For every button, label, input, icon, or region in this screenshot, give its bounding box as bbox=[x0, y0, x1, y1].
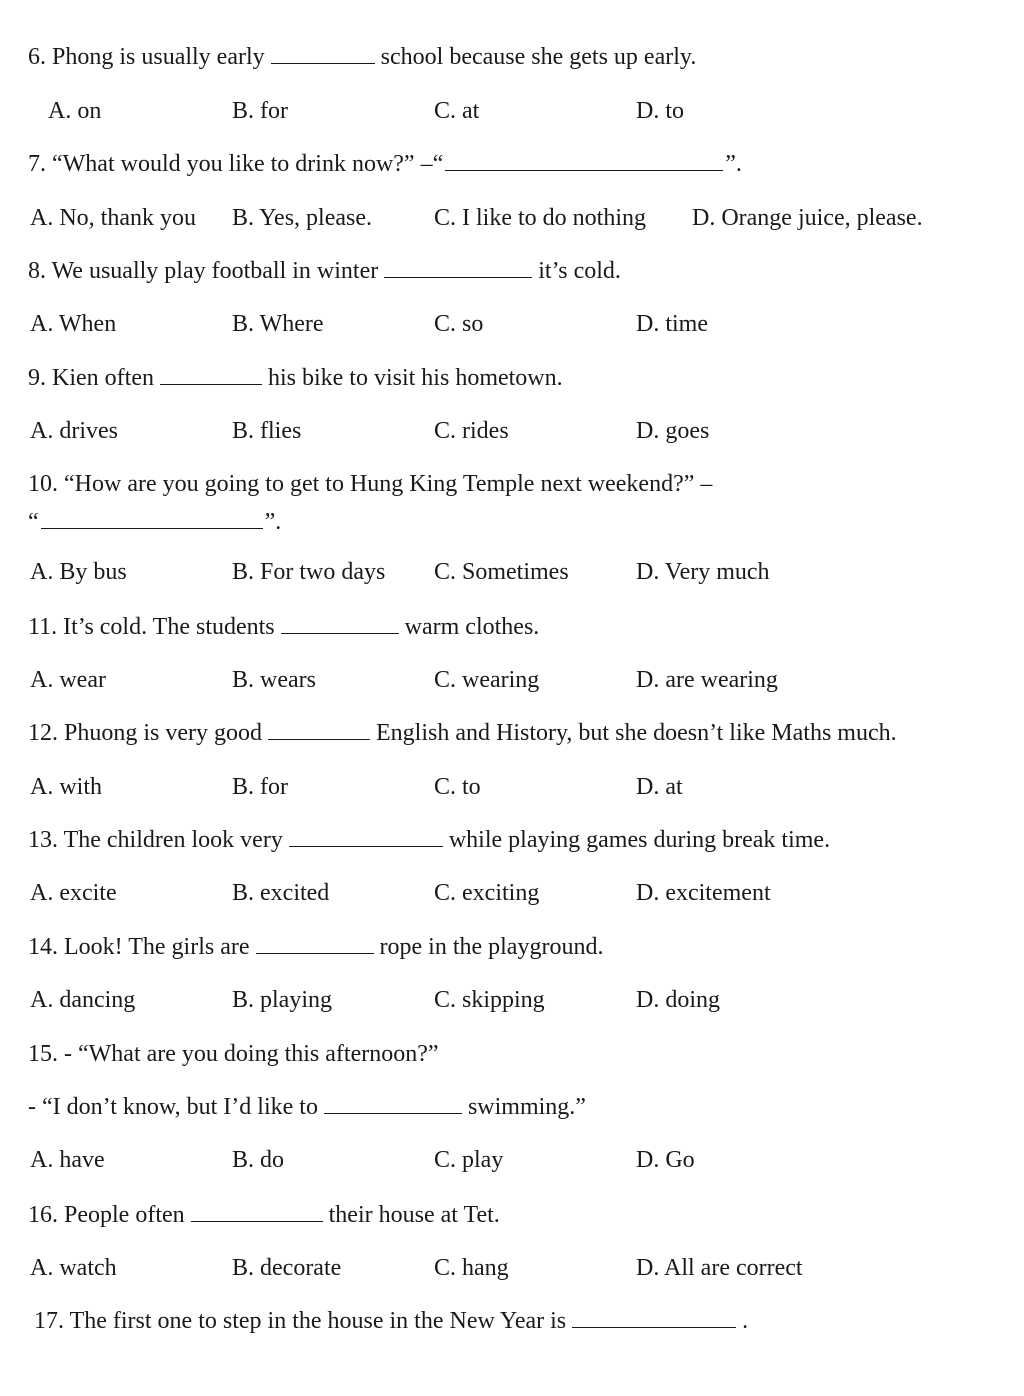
option-c: C. skipping bbox=[434, 987, 545, 1013]
options-11 bbox=[0, 663, 1024, 697]
option-d: D. are wearing bbox=[636, 667, 778, 693]
question-text: 10. “How are you going to get to Hung King Temple next weekend?” – bbox=[28, 471, 713, 497]
question-15-reply bbox=[0, 1090, 1024, 1124]
question-text: 8. We usually play football in winter bbox=[28, 258, 379, 284]
option-b: B. decorate bbox=[232, 1255, 342, 1281]
option-b: B. For two days bbox=[232, 559, 386, 585]
option-a: A. dancing bbox=[30, 987, 136, 1013]
option-d: D. at bbox=[636, 774, 683, 800]
option-b: B. for bbox=[232, 774, 288, 800]
option-b: B. Where bbox=[232, 311, 324, 337]
option-a: A. wear bbox=[30, 667, 106, 693]
question-text: 12. Phuong is very good bbox=[28, 720, 262, 746]
answer-blank bbox=[384, 255, 532, 278]
option-d: D. doing bbox=[636, 987, 720, 1013]
question-10-answer-line bbox=[0, 505, 1024, 539]
question-text: school because she gets up early. bbox=[380, 44, 697, 70]
option-c: C. wearing bbox=[434, 667, 540, 693]
question-text: 13. The children look very bbox=[28, 827, 283, 853]
question-text: swimming.” bbox=[467, 1094, 586, 1120]
option-d: D. excitement bbox=[636, 880, 771, 906]
question-text: 6. Phong is usually early bbox=[28, 44, 265, 70]
question-text: “ bbox=[28, 509, 39, 535]
question-12 bbox=[0, 716, 1024, 750]
question-text: 7. “What would you like to drink now?” –“ bbox=[28, 151, 444, 177]
option-b: B. flies bbox=[232, 418, 302, 444]
option-b: B. playing bbox=[232, 987, 332, 1013]
option-b: B. Yes, please. bbox=[232, 205, 373, 231]
option-c: C. so bbox=[434, 311, 484, 337]
answer-blank bbox=[289, 824, 443, 847]
option-d: D. Go bbox=[636, 1147, 695, 1173]
question-text: while playing games during break time. bbox=[448, 827, 831, 853]
option-c: C. at bbox=[434, 98, 480, 124]
question-13 bbox=[0, 823, 1024, 857]
question-text: 17. The first one to step in the house in the New Year is bbox=[34, 1308, 567, 1334]
question-text: rope in the playground. bbox=[379, 934, 604, 960]
option-c: C. hang bbox=[434, 1255, 509, 1281]
question-text: ”. bbox=[725, 151, 742, 177]
question-text: English and History, but she doesn’t like Maths much. bbox=[376, 720, 897, 746]
question-text: . bbox=[742, 1308, 749, 1334]
question-9 bbox=[0, 361, 1024, 395]
answer-blank bbox=[324, 1091, 462, 1114]
question-text: - “I don’t know, but I’d like to bbox=[28, 1094, 318, 1120]
option-a: A. have bbox=[30, 1147, 105, 1173]
options-13 bbox=[0, 876, 1024, 910]
question-text: 15. - “What are you doing this afternoon?” bbox=[28, 1041, 439, 1067]
options-12 bbox=[0, 770, 1024, 804]
answer-blank bbox=[191, 1199, 323, 1222]
answer-blank bbox=[268, 717, 370, 740]
options-7 bbox=[0, 201, 1024, 235]
option-a: A. No, thank you bbox=[30, 205, 196, 231]
option-a: A. excite bbox=[30, 880, 117, 906]
question-8 bbox=[0, 254, 1024, 288]
option-b: B. wears bbox=[232, 667, 316, 693]
options-10 bbox=[0, 555, 1024, 589]
question-text: his bike to visit his hometown. bbox=[267, 365, 563, 391]
question-16 bbox=[0, 1198, 1024, 1232]
option-c: C. exciting bbox=[434, 880, 540, 906]
options-16 bbox=[0, 1251, 1024, 1285]
options-15 bbox=[0, 1143, 1024, 1177]
options-14 bbox=[0, 983, 1024, 1017]
question-text: 9. Kien often bbox=[28, 365, 154, 391]
question-text: 11. It’s cold. The students bbox=[28, 614, 275, 640]
question-text: 16. People often bbox=[28, 1202, 185, 1228]
answer-blank bbox=[281, 611, 399, 634]
question-text: their house at Tet. bbox=[328, 1202, 500, 1228]
option-a: A. drives bbox=[30, 418, 118, 444]
option-d: D. All are correct bbox=[636, 1255, 803, 1281]
question-text: ”. bbox=[264, 509, 282, 535]
question-14 bbox=[0, 930, 1024, 964]
option-a: A. watch bbox=[30, 1255, 117, 1281]
answer-blank bbox=[41, 506, 263, 529]
options-9 bbox=[0, 414, 1024, 448]
option-a: A. with bbox=[30, 774, 102, 800]
answer-blank bbox=[256, 931, 374, 954]
question-text: 14. Look! The girls are bbox=[28, 934, 250, 960]
option-c: C. play bbox=[434, 1147, 504, 1173]
option-a: A. By bus bbox=[30, 559, 127, 585]
option-b: B. for bbox=[232, 98, 288, 124]
options-8 bbox=[0, 307, 1024, 341]
answer-blank bbox=[160, 362, 262, 385]
question-15 bbox=[0, 1037, 1024, 1071]
option-b: B. excited bbox=[232, 880, 330, 906]
option-a: A. When bbox=[30, 311, 117, 337]
option-d: D. Very much bbox=[636, 559, 770, 585]
option-d: D. goes bbox=[636, 418, 710, 444]
option-d: D. to bbox=[636, 98, 684, 124]
options-6 bbox=[0, 94, 1024, 128]
question-6 bbox=[0, 40, 1024, 74]
option-c: C. Sometimes bbox=[434, 559, 569, 585]
answer-blank bbox=[445, 148, 723, 171]
option-c: C. I like to do nothing bbox=[434, 205, 646, 231]
answer-blank bbox=[572, 1305, 736, 1328]
option-d: D. Orange juice, please. bbox=[692, 205, 923, 231]
question-17 bbox=[0, 1304, 1024, 1338]
option-c: C. to bbox=[434, 774, 481, 800]
question-7 bbox=[0, 147, 1024, 181]
option-c: C. rides bbox=[434, 418, 509, 444]
question-11 bbox=[0, 610, 1024, 644]
answer-blank bbox=[271, 41, 375, 64]
option-b: B. do bbox=[232, 1147, 285, 1173]
option-d: D. time bbox=[636, 311, 708, 337]
option-a: A. on bbox=[48, 98, 102, 124]
question-text: warm clothes. bbox=[404, 614, 540, 640]
question-text: it’s cold. bbox=[538, 258, 621, 284]
question-10 bbox=[0, 467, 1024, 501]
